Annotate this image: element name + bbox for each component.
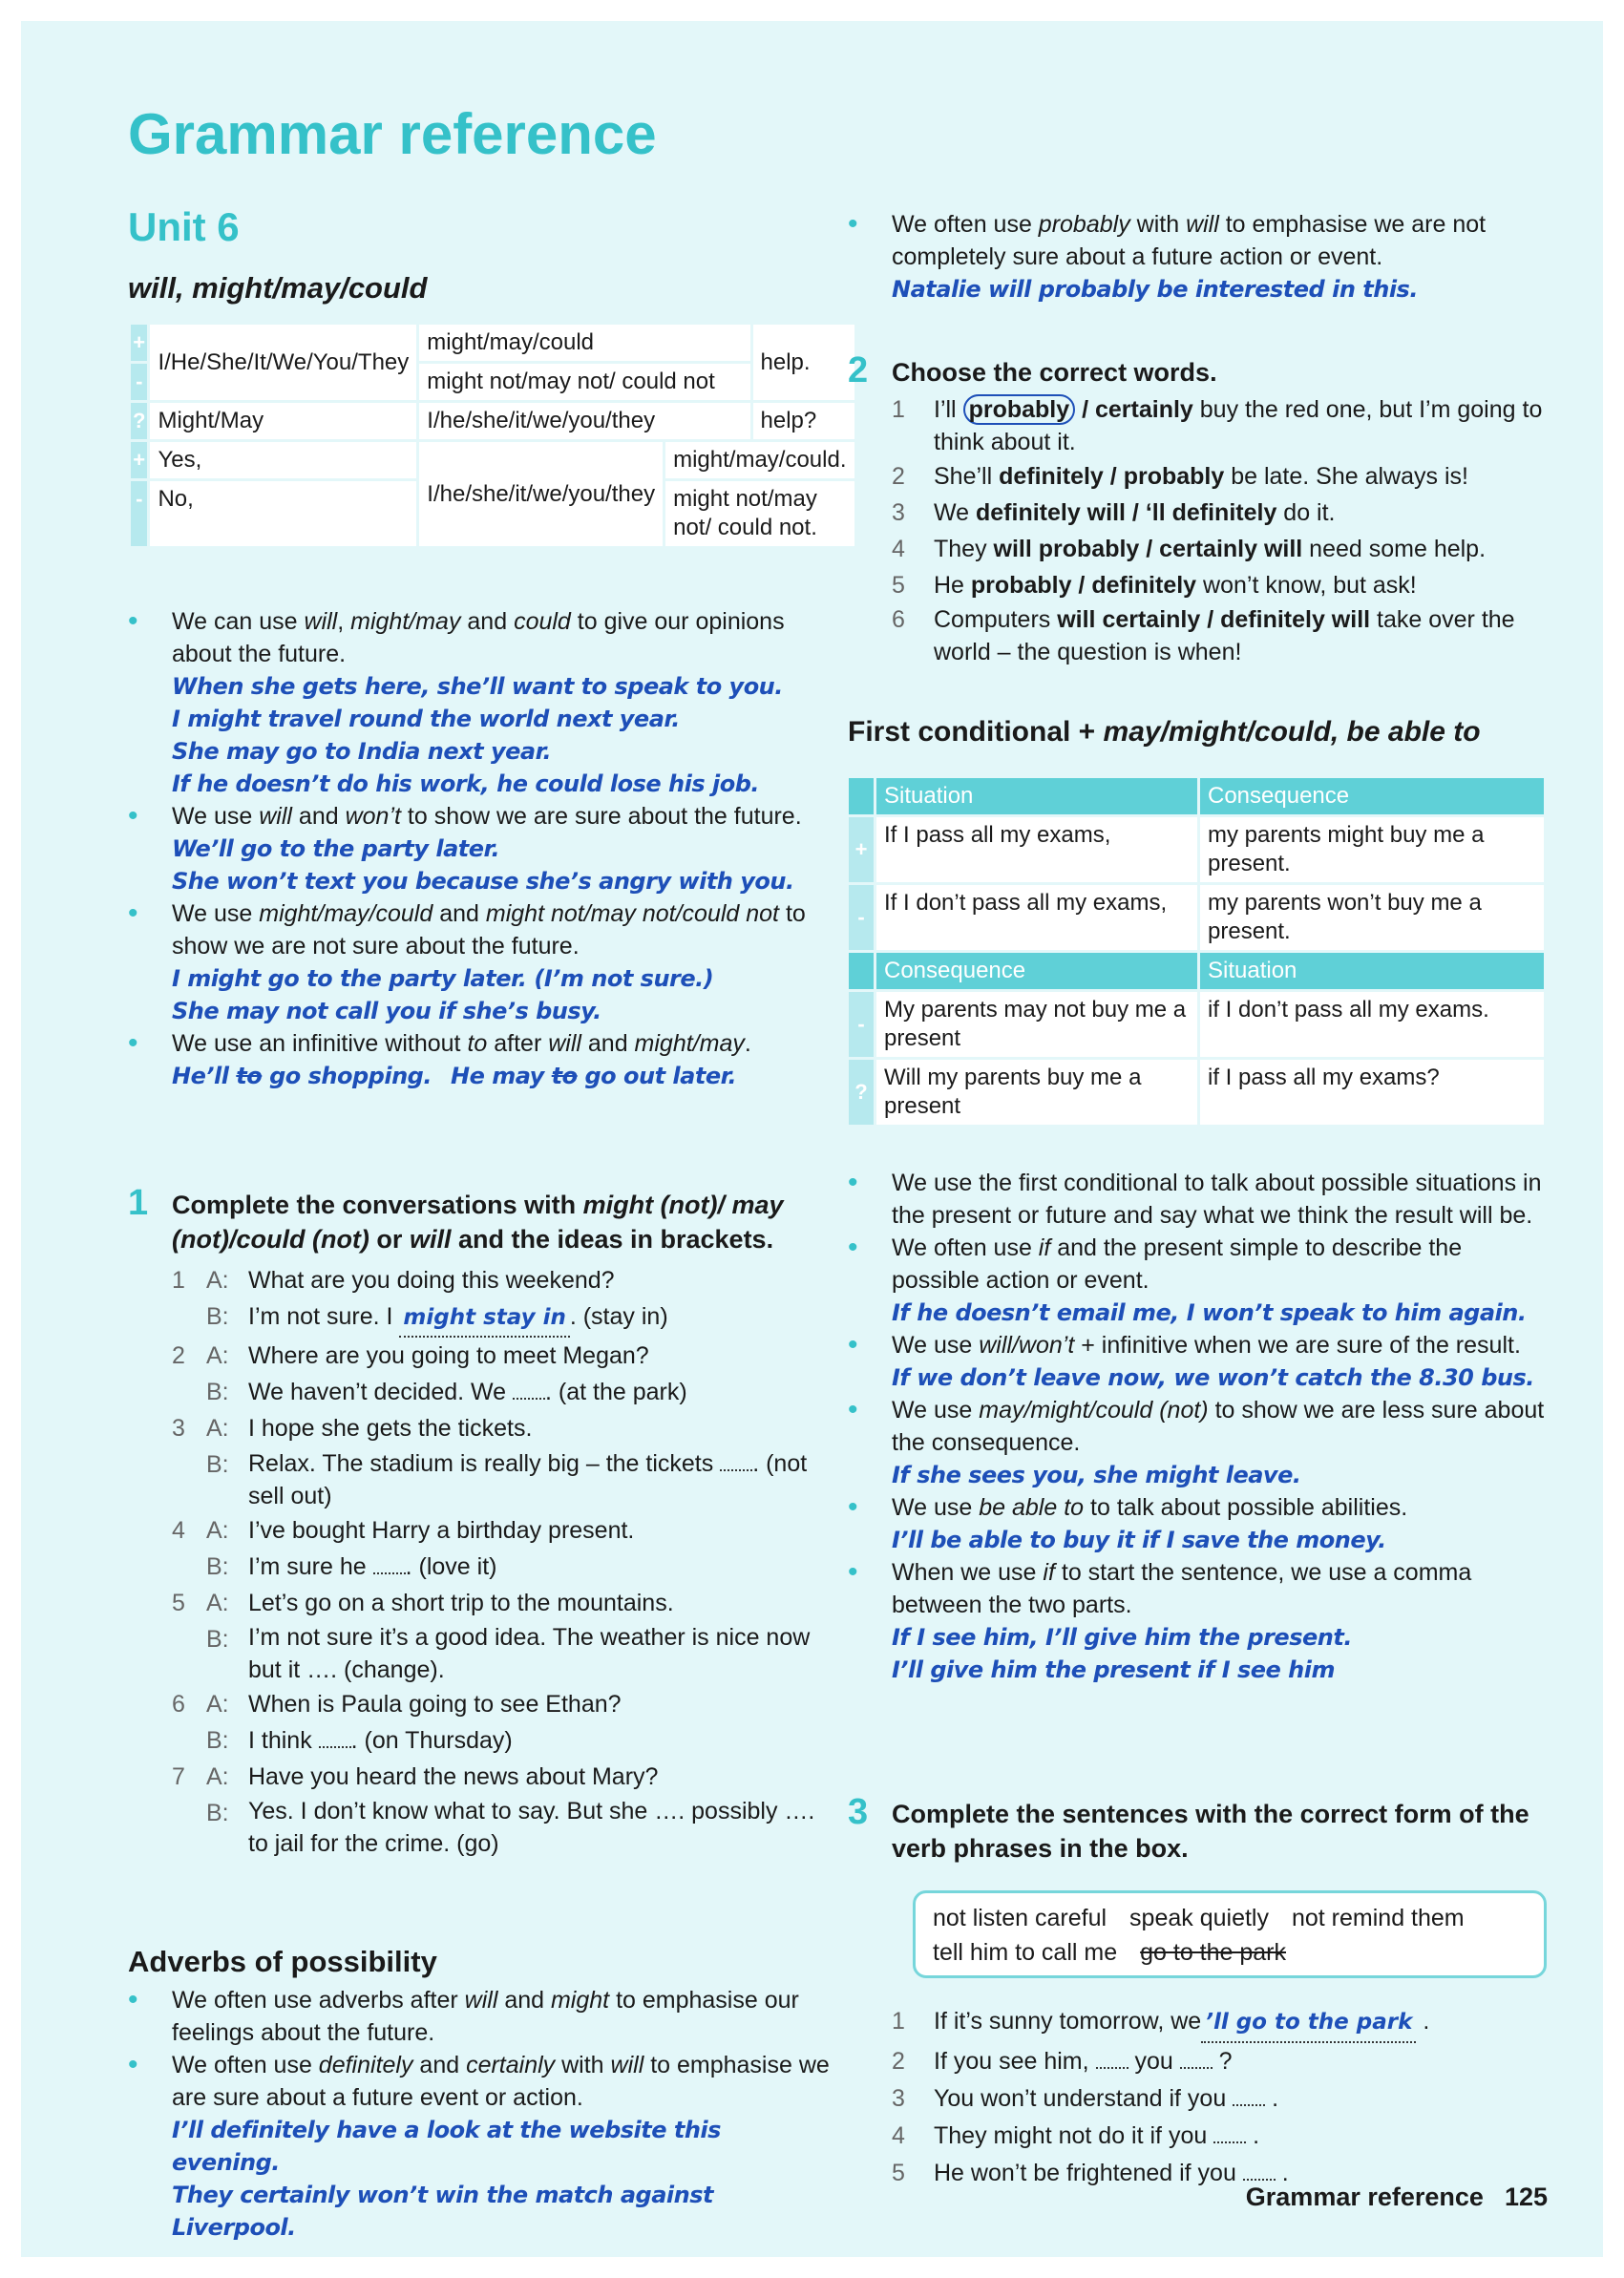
cell-sa-yes: might/may/could. <box>665 442 854 478</box>
bullet: • We use will/won’t + infinitive when we are sure of the result. <box>848 1329 1554 1361</box>
adverbs-section <box>128 1946 834 2244</box>
bullet: • We use the first conditional to talk about possible situations in the present or future and say what we think the result will be. <box>848 1167 1554 1232</box>
exercise-item: 5 He won’t be frightened if you . <box>848 2155 1554 2192</box>
example: They certainly won’t win the match against Liverpool. <box>172 2182 713 2241</box>
bullet: • We often use adverbs after will and might to emphasise our feelings about the future. <box>128 1984 834 2049</box>
exercise-item: 3 We definitely will / ‘ll definitely do it. <box>892 499 1336 526</box>
exercise-number: 2 <box>848 350 869 390</box>
option[interactable]: definitely will <box>976 499 1126 526</box>
selected-option[interactable]: probably <box>963 394 1076 425</box>
exercise-item: 1 I’ll probably / certainly buy the red one, but I’m going to think about it. <box>892 396 1543 455</box>
sym-plus: + <box>849 817 874 882</box>
exercise-item: 6 A: When is Paula going to see Ethan? <box>172 1691 622 1718</box>
sym-question: ? <box>131 403 147 439</box>
exercise-1 <box>128 1183 834 1860</box>
box-phrase: speak quietly <box>1129 1905 1269 1931</box>
bullet: • We often use definitely and certainly with will to emphasise we are sure about a future event or action. <box>128 2049 834 2114</box>
exercise-item: 4 A: I’ve bought Harry a birthday present. <box>172 1517 635 1544</box>
option[interactable]: certainly will <box>1159 536 1303 562</box>
exercise-item: 1 A: What are you doing this weekend? <box>172 1267 615 1294</box>
bullet: • We use will and won’t to show we are sure about the future. <box>128 800 825 833</box>
option[interactable]: definitely will <box>1220 606 1371 633</box>
sym-plus: + <box>131 325 147 361</box>
exercise-item-b: B: We haven’t decided. We . (at the park) <box>128 1374 834 1410</box>
cell-subject: I/He/She/It/We/You/They <box>150 325 416 400</box>
exercise-item: 3 You won’t understand if you . <box>848 2080 1554 2118</box>
answer-gap[interactable] <box>1243 2156 1276 2181</box>
exercise-item-b: B: I’m sure he . (love it) <box>128 1549 834 1585</box>
cell: My parents may not buy me a present <box>876 992 1197 1057</box>
cell-sa-no: might not/may not/ could not. <box>665 481 854 546</box>
example: I might travel round the world next year. <box>172 706 680 732</box>
cell: If I don’t pass all my exams, <box>876 885 1197 950</box>
adverbs-heading: Adverbs of possibility <box>128 1945 437 1978</box>
exercise-item: 3 A: I hope she gets the tickets. <box>172 1415 533 1442</box>
example: She may go to India next year. <box>172 738 552 765</box>
exercise-item-b: B: Yes. I don’t know what to say. But she …. possibly …. to jail for the crime. (go) <box>206 1798 815 1857</box>
example: I’ll give him the present if I see him <box>892 1656 1335 1683</box>
box-phrase-used: go to the park <box>1140 1939 1287 1966</box>
cell: if I don’t pass all my exams. <box>1200 992 1544 1057</box>
bullet: • We can use will, might/may and could to give our opinions about the future. <box>128 605 825 670</box>
exercise-item: 7 A: Have you heard the news about Mary? <box>172 1763 659 1790</box>
exercise-item-b: B: I’m not sure. I might stay in . (stay in) <box>128 1298 834 1338</box>
header-situation: Situation <box>876 778 1197 814</box>
page <box>21 21 1603 2257</box>
example: If she sees you, she might leave. <box>892 1462 1301 1488</box>
bullet: • We use may/might/could (not) to show we are less sure about the consequence. <box>848 1394 1554 1459</box>
first-conditional-bullets <box>848 1167 1554 1686</box>
example: He’ll to go shopping. He may to go out later. <box>172 1063 737 1089</box>
bullet: • We use be able to to talk about possible abilities. <box>848 1491 1554 1524</box>
example: I’ll definitely have a look at the website this evening. <box>172 2117 721 2176</box>
answer-gap[interactable] <box>319 1723 351 1748</box>
verb-phrase-box <box>913 1890 1547 1978</box>
option[interactable]: will probably <box>993 536 1140 562</box>
bullet: • When we use if to start the sentence, we use a comma between the two parts. <box>848 1556 1554 1621</box>
exercise-3-items <box>848 2003 1554 2192</box>
box-phrase: not remind them <box>1291 1905 1465 1931</box>
exercise-3 <box>848 1792 1554 1866</box>
exercise-item-b: B: I’m not sure it’s a good idea. The weather is nice now but it …. (change). <box>206 1624 811 1683</box>
sym-question: ? <box>849 1060 874 1125</box>
exercise-item-b: B: Relax. The stadium is really big – the tickets . (not sell out) <box>128 1446 834 1512</box>
cell-q-subject: I/he/she/it/we/you/they <box>419 403 749 439</box>
page-number: 125 <box>1504 2183 1548 2211</box>
exercise-item-b: B: I think . (on Thursday) <box>128 1722 834 1759</box>
option[interactable]: probably <box>970 572 1072 599</box>
header-situation: Situation <box>1200 953 1544 989</box>
cell-q-modal: Might/May <box>150 403 416 439</box>
sym-minus: - <box>131 364 147 400</box>
answer-gap[interactable] <box>373 1550 406 1574</box>
page-footer <box>1246 2183 1548 2212</box>
footer-label: Grammar reference <box>1245 2183 1484 2211</box>
cell: Will my parents buy me a present <box>876 1060 1197 1125</box>
answer-example: ’ll go to the park <box>1201 2004 1416 2043</box>
cell: my parents won’t buy me a present. <box>1200 885 1544 950</box>
cell: If I pass all my exams, <box>876 817 1197 882</box>
sym-minus: - <box>131 481 147 546</box>
cell-q-help: help? <box>753 403 854 439</box>
example: She may not call you if she’s busy. <box>172 998 601 1024</box>
cell-neg-modal: might not/may not/ could not <box>419 364 749 400</box>
bullet: • We often use if and the present simple to describe the possible action or event. <box>848 1232 1554 1297</box>
example: If he doesn’t email me, I won’t speak to him again. <box>892 1299 1527 1326</box>
cell-no: No, <box>150 481 416 546</box>
exercise-item: 5 A: Let’s go on a short trip to the mountains. <box>172 1590 674 1616</box>
cell: my parents might buy me a present. <box>1200 817 1544 882</box>
exercise-1-items <box>128 1262 834 1860</box>
answer-gap[interactable] <box>1096 2044 1128 2069</box>
example: When she gets here, she’ll want to speak to you. <box>172 673 783 700</box>
cell-yes: Yes, <box>150 442 416 478</box>
page-title: Grammar reference <box>128 102 657 166</box>
option[interactable]: ‘ll definitely <box>1145 499 1277 526</box>
answer-gap[interactable] <box>1233 2081 1265 2106</box>
answer-gap[interactable] <box>720 1446 752 1471</box>
bullet: • We often use probably with will to emphasise we are not completely sure about a future action or event. <box>848 208 1554 273</box>
example: I might go to the party later. (I’m not sure.) <box>172 965 714 992</box>
header-consequence: Consequence <box>876 953 1197 989</box>
example: She won’t text you because she’s angry with you. <box>172 868 794 895</box>
cell-sa-subject: I/he/she/it/we/you/they <box>419 442 663 546</box>
option[interactable]: definitely <box>1091 572 1197 599</box>
answer-gap[interactable] <box>1180 2044 1213 2069</box>
sym-plus: + <box>131 442 147 478</box>
exercise-item: 4 They will probably / certainly will need some help. <box>892 536 1487 562</box>
exercise-item: 6 Computers will certainly / definitely will take over the world – the question is when! <box>892 606 1515 665</box>
modal-form-table <box>128 322 857 549</box>
example: Natalie will probably be interested in this. <box>892 276 1418 303</box>
option[interactable]: will certainly <box>1057 606 1201 633</box>
sym-minus: - <box>849 992 874 1057</box>
answer-gap[interactable] <box>1213 2119 1246 2143</box>
exercise-3-instructions: 3 Complete the sentences with the correct form of the verb phrases in the box. <box>848 1792 1529 1863</box>
box-phrase: not listen careful <box>933 1905 1107 1931</box>
cell: if I pass all my exams? <box>1200 1060 1544 1125</box>
first-conditional-table <box>846 775 1547 1128</box>
exercise-number: 1 <box>128 1183 149 1223</box>
cell-aff-modal: might/may/could <box>419 325 749 361</box>
exercise-item: 5 He probably / definitely won’t know, but ask! <box>892 572 1417 599</box>
answer-example: might stay in <box>399 1299 569 1338</box>
first-conditional-heading: First conditional + may/might/could, be able to <box>848 716 1481 748</box>
option[interactable]: certainly <box>1094 396 1193 423</box>
bullet: • We use an infinitive without to after will and might/may. <box>128 1027 825 1060</box>
cell-help: help. <box>753 325 854 400</box>
exercise-2 <box>848 350 1554 668</box>
right-top <box>848 208 1554 306</box>
option[interactable]: probably <box>1123 463 1225 490</box>
exercise-item: 4 They might not do it if you . <box>848 2118 1554 2155</box>
section-subhead: will, might/may/could <box>128 271 428 305</box>
unit-heading: Unit 6 <box>128 204 240 249</box>
exercise-item: 1 If it’s sunny tomorrow, we ’ll go to the park . <box>848 2003 1554 2043</box>
box-phrase: tell him to call me <box>933 1939 1118 1966</box>
exercise-number: 3 <box>848 1792 869 1832</box>
exercise-item: 2 She’ll definitely / probably be late. She always is! <box>892 463 1468 490</box>
bullet: • We use might/may/could and might not/may not/could not to show we are not sure about the future. <box>128 897 825 962</box>
exercise-2-instructions: 2 Choose the correct words. <box>848 350 1217 390</box>
example: If I see him, I’ll give him the present. <box>892 1624 1352 1651</box>
exercise-item: 2 A: Where are you going to meet Megan? <box>172 1342 649 1369</box>
answer-gap[interactable] <box>513 1375 545 1400</box>
left-bullets <box>128 605 825 1092</box>
sym-minus: - <box>849 885 874 950</box>
exercise-1-instructions: 1 Complete the conversations with might (not)/ may (not)/could (not) or will and the ideas in brackets. <box>128 1183 784 1254</box>
example: If he doesn’t do his work, he could lose his job. <box>172 770 759 797</box>
example: We’ll go to the party later. <box>172 835 500 862</box>
exercise-item: 2 If you see him, you ? <box>848 2043 1554 2080</box>
header-consequence: Consequence <box>1200 778 1544 814</box>
example: If we don’t leave now, we won’t catch the 8.30 bus. <box>892 1364 1534 1391</box>
example: I’ll be able to buy it if I save the money. <box>892 1527 1386 1553</box>
option[interactable]: definitely <box>999 463 1104 490</box>
